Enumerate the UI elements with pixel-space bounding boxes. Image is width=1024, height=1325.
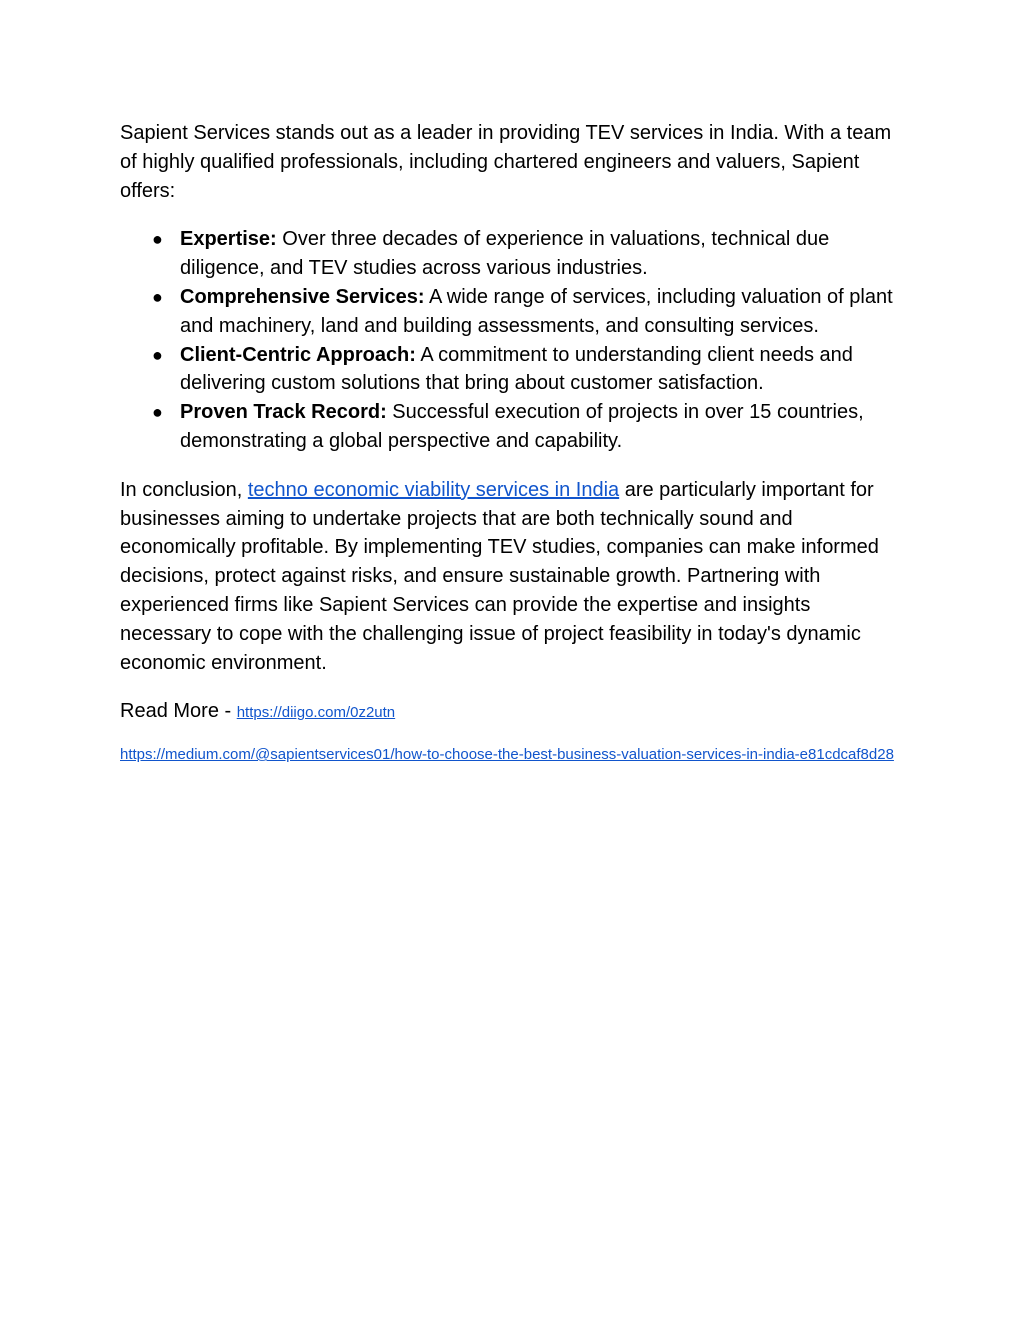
read-more-label: Read More -: [120, 700, 237, 723]
list-item-text: Successful execution of projects in over 15 countries, demonstrating a global perspective and capability.: [180, 401, 864, 452]
bullet-icon: ●: [152, 344, 163, 365]
list-item: [152, 283, 904, 341]
bullet-icon: ●: [152, 286, 163, 307]
list-item-text: Over three decades of experience in valuations, technical due diligence, and TEV studies across various industries.: [180, 228, 830, 280]
list-item: [152, 225, 904, 283]
bullet-icon: ●: [152, 229, 163, 250]
conclusion-prefix: In conclusion,: [120, 478, 248, 501]
list-item-term: Comprehensive Services:: [180, 285, 425, 308]
list-item-term: Expertise:: [180, 228, 277, 251]
list-item: [152, 341, 904, 399]
intro-paragraph: Sapient Services stands out as a leader in providing TEV services in India. With a team of highly qualified professionals, including chartered engineers and valuers, Sapient offers:: [120, 122, 892, 202]
document-body: [120, 119, 904, 766]
list-item: [152, 398, 904, 456]
list-item-text: A commitment to understanding client needs and delivering custom solutions that bring about customer satisfaction.: [180, 343, 853, 395]
offerings-list: [120, 225, 904, 455]
list-item-term: Proven Track Record:: [180, 401, 387, 424]
bullet-icon: ●: [152, 402, 163, 423]
conclusion-suffix: are particularly important for businesses aiming to undertake projects that are both technically sound and economically profitable. By implementing TEV studies, companies can make informed decisions, protect against risks, and ensure sustainable growth. Partnering with experienced firms like Sapient Services can provide the expertise and insights necessary to cope with the challenging issue of project feasibility in today's dynamic economic environment.: [120, 478, 879, 674]
medium-link-line: [120, 744, 904, 766]
tev-services-link[interactable]: techno economic viability services in India: [247, 478, 620, 501]
conclusion-paragraph: [120, 476, 904, 678]
list-item-term: Client-Centric Approach:: [180, 343, 416, 366]
medium-link[interactable]: https://medium.com/@sapientservices01/how-to-choose-the-best-business-valuation-services-in-india-e81cdcaf8d28: [120, 746, 894, 764]
read-more-line: [120, 697, 904, 728]
diigo-link[interactable]: https://diigo.com/0z2utn: [236, 704, 396, 722]
list-item-text: A wide range of services, including valuation of plant and machinery, land and building assessments, and consulting services.: [180, 285, 893, 337]
